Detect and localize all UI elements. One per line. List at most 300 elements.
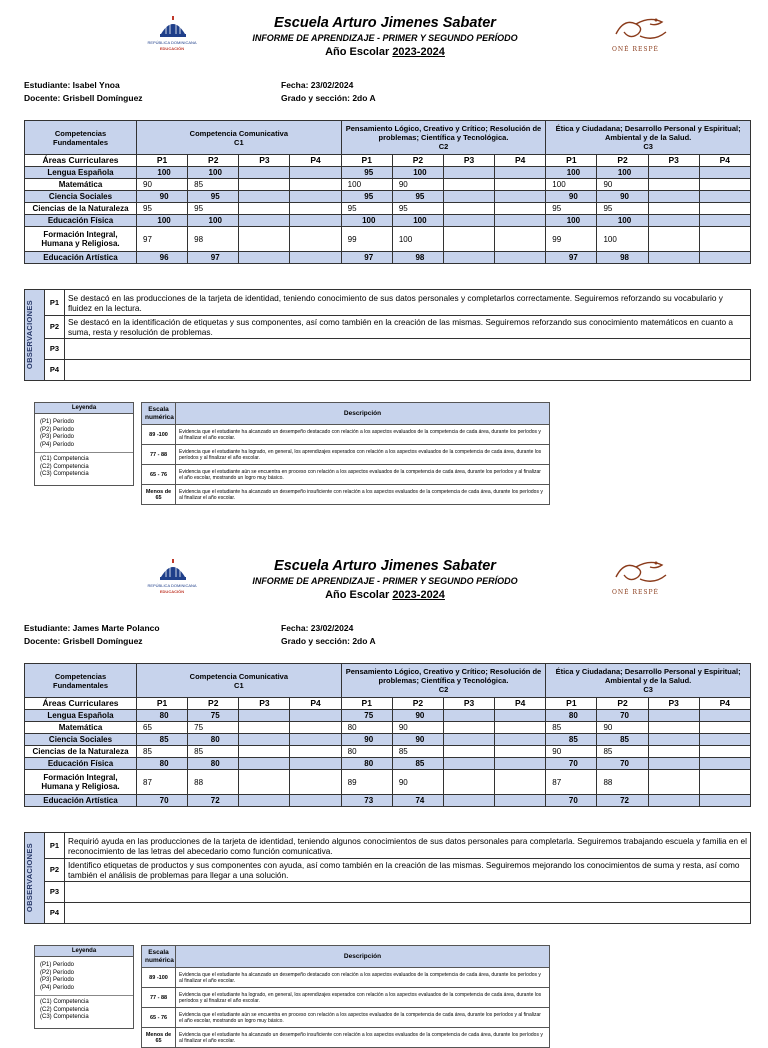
school-name: Escuela Arturo Jimenes Sabater bbox=[274, 558, 496, 574]
grade-cell: 97 bbox=[188, 252, 239, 264]
grade-cell: 70 bbox=[597, 710, 648, 722]
areas-label: Áreas Curriculares bbox=[25, 155, 137, 167]
grade-cell: 85 bbox=[546, 722, 597, 734]
period-header: P3 bbox=[443, 698, 494, 710]
grade-cell bbox=[648, 252, 699, 264]
grade-cell: 80 bbox=[341, 722, 392, 734]
grade-cell: 98 bbox=[597, 252, 648, 264]
year-value: 2023-2024 bbox=[392, 46, 445, 58]
grade-cell bbox=[648, 746, 699, 758]
grade-cell bbox=[699, 758, 750, 770]
grade-cell bbox=[699, 734, 750, 746]
grade-cell bbox=[443, 227, 494, 252]
grade-cell: 90 bbox=[597, 722, 648, 734]
grade-cell: 100 bbox=[137, 215, 188, 227]
school-year bbox=[230, 45, 540, 60]
grade-cell: 98 bbox=[188, 227, 239, 252]
competency-name: Pensamiento Lógico, Creativo y Crítico; Resolución de problemas; Científica y Tecnológica. bbox=[345, 667, 542, 685]
grade-cell: 75 bbox=[188, 722, 239, 734]
legend-competency-item: (C1) Competencia bbox=[40, 999, 89, 1005]
observation-text bbox=[65, 360, 751, 381]
grade-cell bbox=[290, 191, 341, 203]
observations-label-cell bbox=[25, 290, 45, 381]
grade-section: Grado y sección: 2do A bbox=[281, 636, 376, 646]
period-header: P2 bbox=[597, 155, 648, 167]
legend-competency-item: (C1) Competencia bbox=[40, 456, 89, 462]
grade-cell: 95 bbox=[188, 191, 239, 203]
competency-name: Pensamiento Lógico, Creativo y Crítico; Resolución de problemas; Científica y Tecnológica. bbox=[345, 124, 542, 142]
grade-cell: 100 bbox=[341, 179, 392, 191]
competency-name: Ética y Ciudadana; Desarrollo Personal y Espiritual; Ambiental y de la Salud. bbox=[555, 667, 741, 685]
grade-cell bbox=[495, 770, 546, 795]
scale-range: Menos de 65 bbox=[142, 1028, 176, 1048]
grade-cell bbox=[443, 758, 494, 770]
period-header: P1 bbox=[137, 698, 188, 710]
grade-cell: 95 bbox=[341, 167, 392, 179]
report-1 bbox=[0, 14, 768, 501]
grade-cell: 80 bbox=[341, 758, 392, 770]
grade-cell: 100 bbox=[392, 215, 443, 227]
grade-cell: 97 bbox=[546, 252, 597, 264]
grade-cell: 89 bbox=[341, 770, 392, 795]
grade-cell bbox=[699, 252, 750, 264]
grade-cell: 100 bbox=[137, 167, 188, 179]
grade-cell bbox=[699, 746, 750, 758]
grade-cell bbox=[239, 215, 290, 227]
grade-cell: 65 bbox=[137, 722, 188, 734]
grade-cell bbox=[648, 227, 699, 252]
grade-cell: 100 bbox=[546, 167, 597, 179]
observation-text: Se destacó en las producciones de la tarjeta de identidad, teniendo conocimiento de sus datos personales y completarlos correctamente. Seguiremos reforzando su vocabulario y fluidez en la lectura. bbox=[65, 290, 751, 316]
grade-cell: 90 bbox=[137, 191, 188, 203]
period-header: P1 bbox=[341, 155, 392, 167]
period-header: P4 bbox=[699, 698, 750, 710]
grade-cell: 90 bbox=[392, 710, 443, 722]
report-date: Fecha: 23/02/2024 bbox=[281, 623, 354, 633]
grade-cell bbox=[699, 167, 750, 179]
legend-title: Leyenda bbox=[35, 946, 133, 957]
grade-cell: 75 bbox=[188, 710, 239, 722]
grade-cell: 74 bbox=[392, 795, 443, 807]
grade-row bbox=[25, 746, 751, 758]
observation-period: P1 bbox=[45, 290, 65, 316]
description-col-header: Descripción bbox=[176, 403, 550, 425]
subject-name: Ciencia Sociales bbox=[25, 191, 137, 203]
teacher-name: Docente: Grisbell Domínguez bbox=[24, 636, 143, 646]
scale-description: Evidencia que el estudiante ha alcanzado un desempeño destacado con relación a los aspectos evaluados de la competencia de cada área, durante los períodos y al finalizar el año escolar. bbox=[176, 968, 550, 988]
grade-cell bbox=[648, 215, 699, 227]
grade-cell bbox=[699, 227, 750, 252]
legend-competency-item: (C3) Competencia bbox=[40, 1014, 89, 1020]
scale-description: Evidencia que el estudiante ha alcanzado un desempeño insuficiente con relación a los aspectos evaluados de la competencia de cada área, durante los períodos y al finalizar el año escolar. bbox=[176, 1028, 550, 1048]
grade-cell: 99 bbox=[341, 227, 392, 252]
subject-name: Educación Artística bbox=[25, 252, 137, 264]
legend-period-item: (P3) Período bbox=[40, 434, 75, 440]
competency-c2 bbox=[341, 664, 546, 698]
grade-row bbox=[25, 203, 751, 215]
grade-cell bbox=[648, 191, 699, 203]
grade-cell bbox=[699, 722, 750, 734]
observations-label-cell bbox=[25, 833, 45, 924]
observation-period: P1 bbox=[45, 833, 65, 859]
scale-description: Evidencia que el estudiante ha alcanzado un desempeño insuficiente con relación a los aspectos evaluados de la competencia de cada área, durante los períodos y al finalizar el año escolar. bbox=[176, 485, 550, 505]
year-label: Año Escolar bbox=[325, 589, 390, 601]
grade-cell bbox=[239, 770, 290, 795]
grade-cell bbox=[443, 734, 494, 746]
grade-row bbox=[25, 179, 751, 191]
observation-period: P3 bbox=[45, 882, 65, 903]
grade-row bbox=[25, 215, 751, 227]
school-year bbox=[230, 588, 540, 603]
grade-cell bbox=[495, 252, 546, 264]
grade-cell: 85 bbox=[188, 746, 239, 758]
observation-period: P2 bbox=[45, 316, 65, 339]
grade-cell: 100 bbox=[341, 215, 392, 227]
competency-c2 bbox=[341, 121, 546, 155]
observation-row bbox=[25, 882, 751, 903]
scale-row bbox=[142, 1008, 550, 1028]
grade-cell bbox=[495, 795, 546, 807]
grade-cell bbox=[239, 191, 290, 203]
grade-cell bbox=[495, 758, 546, 770]
grade-cell: 72 bbox=[597, 795, 648, 807]
report-2 bbox=[0, 557, 768, 1044]
grade-cell: 95 bbox=[392, 203, 443, 215]
subject-name: Matemática bbox=[25, 722, 137, 734]
subject-name: Educación Física bbox=[25, 215, 137, 227]
grade-cell bbox=[495, 734, 546, 746]
observation-period: P2 bbox=[45, 859, 65, 882]
scale-range: 77 - 88 bbox=[142, 445, 176, 465]
grade-cell bbox=[648, 203, 699, 215]
subject-name: Ciencia Sociales bbox=[25, 734, 137, 746]
grade-section: Grado y sección: 2do A bbox=[281, 93, 376, 103]
grade-cell: 80 bbox=[546, 710, 597, 722]
grade-cell: 85 bbox=[597, 746, 648, 758]
grade-cell bbox=[495, 191, 546, 203]
grade-cell bbox=[648, 770, 699, 795]
grade-row bbox=[25, 734, 751, 746]
grade-cell: 90 bbox=[392, 722, 443, 734]
grade-cell: 100 bbox=[597, 215, 648, 227]
grade-row bbox=[25, 795, 751, 807]
observation-text: Requirió ayuda en las producciones de la tarjeta de identidad, teniendo algunos conocimientos de sus datos personales para completarla. Seguiremos trabajando escuela y familia en el reconocimiento de las letras del abecedario como función comunicativa. bbox=[65, 833, 751, 859]
observation-row bbox=[25, 339, 751, 360]
grade-cell: 80 bbox=[341, 746, 392, 758]
scale-header bbox=[142, 946, 550, 968]
grade-cell bbox=[648, 722, 699, 734]
scale-range: 65 - 76 bbox=[142, 1008, 176, 1028]
legend-period-item: (P2) Período bbox=[40, 969, 75, 976]
year-value: 2023-2024 bbox=[392, 589, 445, 601]
grade-cell bbox=[290, 167, 341, 179]
grade-cell: 100 bbox=[597, 167, 648, 179]
grade-cell: 80 bbox=[137, 758, 188, 770]
competencies-row bbox=[25, 121, 751, 155]
grade-cell: 72 bbox=[188, 795, 239, 807]
period-header: P1 bbox=[341, 698, 392, 710]
legend-box bbox=[34, 945, 134, 1029]
grade-cell bbox=[495, 203, 546, 215]
grade-cell bbox=[648, 758, 699, 770]
scale-description: Evidencia que el estudiante aún se encuentra en proceso con relación a los aspectos evaluados de la competencia de cada área, durante los períodos y al finalizar el año escolar, mostrando un logro muy básico. bbox=[176, 1008, 550, 1028]
observation-row bbox=[25, 903, 751, 924]
grade-cell bbox=[699, 710, 750, 722]
observation-text: Se destacó en la identificación de etiquetas y sus componentes, así como también en la creación de las mismas. Seguiremos reforzando sus conocimiento matemáticos en cuanto a suma, resta y resolución de problemas. bbox=[65, 316, 751, 339]
grade-cell bbox=[699, 179, 750, 191]
competency-code: C2 bbox=[438, 685, 449, 694]
competency-name: Competencia Comunicativa bbox=[189, 671, 289, 681]
competency-c3 bbox=[546, 121, 751, 155]
periods-row bbox=[25, 155, 751, 167]
grade-cell: 87 bbox=[546, 770, 597, 795]
grade-row bbox=[25, 252, 751, 264]
period-header: P2 bbox=[392, 155, 443, 167]
scale-table bbox=[141, 402, 550, 505]
grade-cell bbox=[495, 746, 546, 758]
grade-cell: 85 bbox=[188, 179, 239, 191]
grade-cell: 100 bbox=[597, 227, 648, 252]
crest-text-2: EDUCACIÓN bbox=[159, 46, 185, 51]
grade-cell bbox=[239, 203, 290, 215]
grade-cell: 97 bbox=[341, 252, 392, 264]
competencies-row bbox=[25, 664, 751, 698]
grade-cell: 98 bbox=[392, 252, 443, 264]
observation-text: Identifico etiquetas de productos y sus componentes con ayuda, así como también en la creación de las mismas. Seguiremos mejorando los conocimientos de suma y resta, así como también el análisis de problemas para llegar a una solución. bbox=[65, 859, 751, 882]
period-header: P3 bbox=[648, 155, 699, 167]
grade-cell bbox=[239, 722, 290, 734]
grade-row bbox=[25, 227, 751, 252]
grade-cell bbox=[699, 215, 750, 227]
grade-cell bbox=[290, 227, 341, 252]
grade-cell bbox=[239, 710, 290, 722]
period-header: P2 bbox=[188, 155, 239, 167]
scale-table bbox=[141, 945, 550, 1048]
grade-cell bbox=[443, 252, 494, 264]
scale-description: Evidencia que el estudiante ha alcanzado un desempeño destacado con relación a los aspectos evaluados de la competencia de cada área, durante los períodos y al finalizar el año escolar. bbox=[176, 425, 550, 445]
swirl-logo-icon bbox=[610, 14, 670, 46]
report-subtitle: INFORME DE APRENDIZAJE - PRIMER Y SEGUNDO PERÍODO bbox=[252, 576, 518, 586]
school-logo bbox=[610, 14, 670, 66]
grade-cell: 100 bbox=[188, 167, 239, 179]
period-header: P1 bbox=[546, 155, 597, 167]
year-label: Año Escolar bbox=[325, 46, 390, 58]
grade-cell bbox=[648, 795, 699, 807]
observation-period: P4 bbox=[45, 903, 65, 924]
grade-cell bbox=[290, 734, 341, 746]
grade-cell: 87 bbox=[137, 770, 188, 795]
observation-text bbox=[65, 339, 751, 360]
competency-name: Competencia Comunicativa bbox=[189, 128, 289, 138]
grade-cell: 88 bbox=[597, 770, 648, 795]
grade-row bbox=[25, 710, 751, 722]
period-header: P1 bbox=[137, 155, 188, 167]
grade-row bbox=[25, 191, 751, 203]
grade-cell: 97 bbox=[137, 227, 188, 252]
grade-cell: 96 bbox=[137, 252, 188, 264]
grade-cell bbox=[239, 746, 290, 758]
grade-cell bbox=[443, 746, 494, 758]
grade-cell bbox=[290, 179, 341, 191]
scale-row bbox=[142, 465, 550, 485]
competencies-label: Competencias Fundamentales bbox=[25, 121, 137, 155]
crest-text: REPÚBLICA DOMINICANA bbox=[147, 40, 197, 45]
period-header: P3 bbox=[239, 698, 290, 710]
scale-row bbox=[142, 1028, 550, 1048]
competency-code: C2 bbox=[438, 142, 449, 151]
subject-name: Lengua Española bbox=[25, 710, 137, 722]
grade-cell bbox=[495, 179, 546, 191]
scale-col-header: Escala numérica bbox=[142, 403, 176, 425]
report-subtitle: INFORME DE APRENDIZAJE - PRIMER Y SEGUNDO PERÍODO bbox=[252, 33, 518, 43]
grade-cell: 85 bbox=[392, 746, 443, 758]
grade-cell: 80 bbox=[188, 734, 239, 746]
grade-cell bbox=[443, 215, 494, 227]
period-header: P2 bbox=[188, 698, 239, 710]
subject-name: Ciencias de la Naturaleza bbox=[25, 203, 137, 215]
legend-period-item: (P1) Período bbox=[40, 419, 75, 425]
grade-cell: 95 bbox=[341, 191, 392, 203]
grade-cell: 90 bbox=[546, 191, 597, 203]
report-title-block bbox=[230, 557, 540, 603]
grade-cell bbox=[290, 746, 341, 758]
grade-cell: 90 bbox=[341, 734, 392, 746]
report-date: Fecha: 23/02/2024 bbox=[281, 80, 354, 90]
grade-cell: 85 bbox=[546, 734, 597, 746]
grade-cell: 90 bbox=[546, 746, 597, 758]
competencies-label: Competencias Fundamentales bbox=[25, 664, 137, 698]
report-header bbox=[0, 557, 768, 629]
period-header: P4 bbox=[495, 698, 546, 710]
grade-cell bbox=[239, 167, 290, 179]
crest-text: REPÚBLICA DOMINICANA bbox=[147, 583, 197, 588]
school-name: Escuela Arturo Jimenes Sabater bbox=[274, 15, 496, 31]
grade-cell bbox=[443, 710, 494, 722]
scale-description: Evidencia que el estudiante ha logrado, en general, los aprendizajes esperados con relación a los aspectos evaluados de la competencia de cada área, durante los períodos y al finalizar el año escolar. bbox=[176, 445, 550, 465]
observation-row bbox=[25, 859, 751, 882]
period-header: P4 bbox=[495, 155, 546, 167]
grade-cell: 95 bbox=[392, 191, 443, 203]
grade-cell: 85 bbox=[597, 734, 648, 746]
report-header bbox=[0, 14, 768, 86]
subject-name: Formación Integral, Humana y Religiosa. bbox=[25, 770, 137, 795]
grade-cell bbox=[239, 734, 290, 746]
legend-competency-item: (C2) Competencia bbox=[40, 1006, 89, 1013]
observation-row bbox=[25, 833, 751, 859]
grade-cell bbox=[699, 770, 750, 795]
scale-description: Evidencia que el estudiante aún se encuentra en proceso con relación a los aspectos evaluados de la competencia de cada área, durante los períodos y al finalizar el año escolar, mostrando un logro muy básico. bbox=[176, 465, 550, 485]
grade-cell bbox=[443, 795, 494, 807]
grade-cell: 100 bbox=[188, 215, 239, 227]
grade-cell: 70 bbox=[137, 795, 188, 807]
observation-row bbox=[25, 360, 751, 381]
grade-cell bbox=[443, 770, 494, 795]
competency-c3 bbox=[546, 664, 751, 698]
dome-icon bbox=[158, 559, 188, 581]
competency-code: C3 bbox=[643, 685, 653, 694]
grade-cell bbox=[648, 179, 699, 191]
competency-c1 bbox=[137, 664, 342, 698]
grade-cell: 100 bbox=[546, 215, 597, 227]
legend-periods bbox=[35, 957, 133, 992]
grade-cell bbox=[239, 179, 290, 191]
grade-cell bbox=[290, 795, 341, 807]
grade-cell bbox=[495, 710, 546, 722]
legend-period-item: (P2) Período bbox=[40, 426, 75, 433]
legend-competency-item: (C3) Competencia bbox=[40, 471, 89, 477]
logo-text: ONÉ RESPÉ bbox=[612, 589, 659, 596]
legend-period-item: (P4) Período bbox=[40, 441, 75, 448]
grade-cell bbox=[239, 795, 290, 807]
legend-box bbox=[34, 402, 134, 486]
grade-cell bbox=[443, 203, 494, 215]
grade-cell bbox=[290, 710, 341, 722]
grade-cell: 90 bbox=[597, 191, 648, 203]
grade-cell bbox=[495, 215, 546, 227]
scale-row bbox=[142, 485, 550, 505]
grade-cell: 70 bbox=[546, 795, 597, 807]
grade-cell bbox=[495, 167, 546, 179]
grade-row bbox=[25, 770, 751, 795]
subject-name: Formación Integral, Humana y Religiosa. bbox=[25, 227, 137, 252]
swirl-logo-icon bbox=[610, 557, 670, 589]
grade-cell: 80 bbox=[188, 758, 239, 770]
observations-label: OBSERVACIONES bbox=[25, 843, 34, 913]
period-header: P2 bbox=[597, 698, 648, 710]
grade-cell: 90 bbox=[597, 179, 648, 191]
scale-row bbox=[142, 968, 550, 988]
periods-row bbox=[25, 698, 751, 710]
observation-row bbox=[25, 290, 751, 316]
period-header: P3 bbox=[648, 698, 699, 710]
areas-label: Áreas Curriculares bbox=[25, 698, 137, 710]
grade-cell: 90 bbox=[137, 179, 188, 191]
grades-table bbox=[24, 663, 751, 807]
grade-cell: 70 bbox=[546, 758, 597, 770]
grade-cell bbox=[290, 758, 341, 770]
observation-period: P4 bbox=[45, 360, 65, 381]
scale-range: 89 -100 bbox=[142, 425, 176, 445]
report-title-block bbox=[230, 14, 540, 60]
scale-range: 89 -100 bbox=[142, 968, 176, 988]
legend-title: Leyenda bbox=[35, 403, 133, 414]
period-header: P2 bbox=[392, 698, 443, 710]
observation-period: P3 bbox=[45, 339, 65, 360]
grade-cell bbox=[443, 191, 494, 203]
period-header: P4 bbox=[699, 155, 750, 167]
grade-cell: 80 bbox=[137, 710, 188, 722]
grade-cell bbox=[290, 770, 341, 795]
grade-cell: 100 bbox=[546, 179, 597, 191]
grade-cell bbox=[495, 722, 546, 734]
legend-competencies bbox=[35, 995, 133, 1028]
grade-cell: 85 bbox=[392, 758, 443, 770]
grade-cell: 95 bbox=[341, 203, 392, 215]
scale-header bbox=[142, 403, 550, 425]
grade-cell: 70 bbox=[597, 758, 648, 770]
ministry-crest bbox=[140, 14, 204, 56]
scale-range: 77 - 88 bbox=[142, 988, 176, 1008]
grade-cell bbox=[648, 734, 699, 746]
legend-competency-item: (C2) Competencia bbox=[40, 463, 89, 470]
grade-cell bbox=[290, 722, 341, 734]
grade-cell: 75 bbox=[341, 710, 392, 722]
ministry-crest bbox=[140, 557, 204, 599]
grade-cell: 85 bbox=[137, 746, 188, 758]
observations-label: OBSERVACIONES bbox=[25, 300, 34, 370]
observation-text bbox=[65, 903, 751, 924]
grade-cell bbox=[495, 227, 546, 252]
